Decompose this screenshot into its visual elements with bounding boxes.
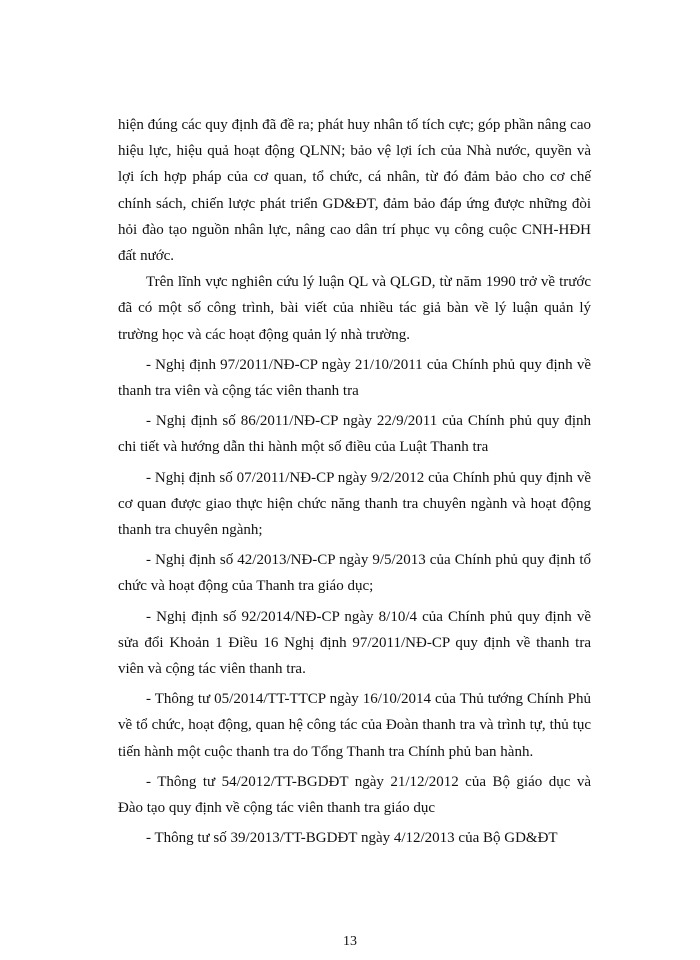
paragraph-intro-continued: hiện đúng các quy định đã đề ra; phát huy nhân tố tích cực; góp phần nâng cao hiệu lực, hiệu quả hoạt động QLNN; bảo vệ lợi ích của Nhà nước, quyền và lợi ích hợp pháp của cơ quan, tổ chức, cá nhân, từ đó đảm bảo cho cơ chế chính sách, chiến lược phát triển GD&ĐT, đảm bảo đáp ứng được những đòi hỏi đào tạo nguồn nhân lực, nâng cao dân trí phục vụ công cuộc CNH-HĐH đất nước.	[118, 117, 591, 265]
page-number: 13	[343, 934, 357, 949]
list-item-circular-39-2013: - Thông tư số 39/2013/TT-BGDĐT ngày 4/12/2013 của Bộ GD&ĐT	[146, 830, 558, 847]
list-item-decree-92-2014: - Nghị định số 92/2014/NĐ-CP ngày 8/10/4 của Chính phủ quy định về sửa đổi Khoản 1 Điều 16 Nghị định 97/2011/NĐ-CP quy định về thanh tra viên và cộng tác viên thanh tra.	[118, 608, 591, 678]
list-item-decree-42-2013: - Nghị định số 42/2013/NĐ-CP ngày 9/5/2013 của Chính phủ quy định tổ chức và hoạt động của Thanh tra giáo dục;	[118, 552, 591, 595]
list-item-decree-86-2011: - Nghị định số 86/2011/NĐ-CP ngày 22/9/2011 của Chính phủ quy định chi tiết và hướng dẫn thi hành một số điều của Luật Thanh tra	[118, 413, 591, 456]
paragraph-research-history: Trên lĩnh vực nghiên cứu lý luận QL và QLGD, từ năm 1990 trở về trước đã có một số công trình, bài viết của nhiều tác giả bàn về lý luận quản lý trường học và các hoạt động quản lý nhà trường.	[118, 274, 591, 343]
list-item-circular-54-2012: - Thông tư 54/2012/TT-BGDĐT ngày 21/12/2012 của Bộ giáo dục và Đào tạo quy định về cộng tác viên thanh tra giáo dục	[118, 773, 591, 817]
list-item-decree-07-2011: - Nghị định số 07/2011/NĐ-CP ngày 9/2/2012 của Chính phủ quy định về cơ quan được giao thực hiện chức năng thanh tra chuyên ngành và hoạt động thanh tra chuyên ngành;	[118, 469, 591, 539]
list-item-circular-05-2014: - Thông tư 05/2014/TT-TTCP ngày 16/10/2014 của Thủ tướng Chính Phủ về tổ chức, hoạt động, quan hệ công tác của Đoàn thanh tra và trình tự, thủ tục tiến hành một cuộc thanh tra do Tổng Thanh tra Chính phủ ban hành.	[118, 691, 591, 760]
document-body	[118, 112, 591, 851]
list-item-decree-97-2011: - Nghị định 97/2011/NĐ-CP ngày 21/10/2011 của Chính phủ quy định về thanh tra viên và cộng tác viên thanh tra	[118, 356, 591, 400]
